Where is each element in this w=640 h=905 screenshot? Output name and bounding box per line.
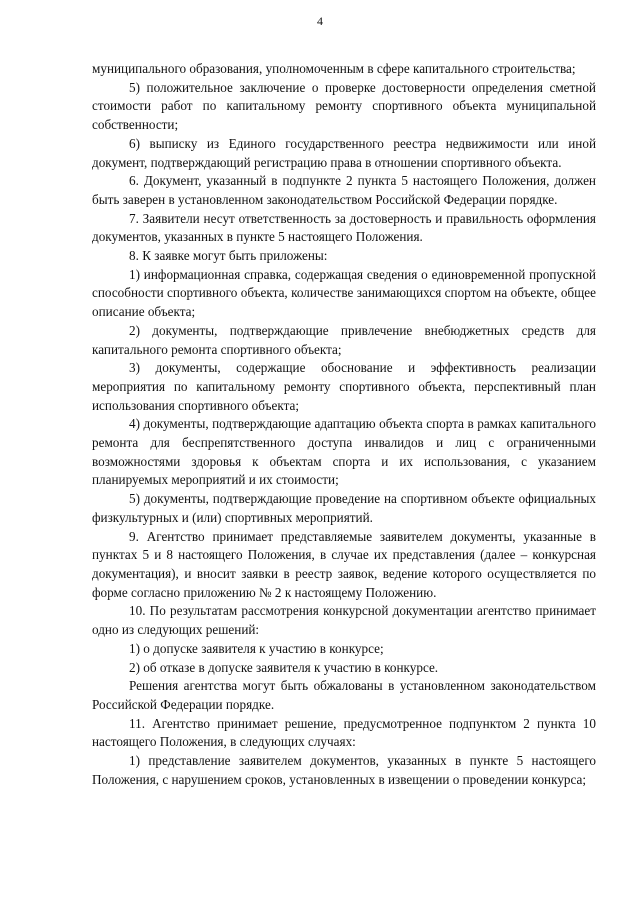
paragraph: 1) представление заявителем документов, указанных в пункте 5 настоящего Положения, с нарушением сроков, установленных в извещении о проведении конкурса; bbox=[92, 753, 596, 787]
paragraph: 10. По результатам рассмотрения конкурсной документации агентство принимает одно из следующих решений: bbox=[92, 603, 596, 638]
paragraph: 5) положительное заключение о проверке достоверности определения сметной стоимости работ по капитальному ремонту спортивного объекта муниципальной собственности; bbox=[92, 79, 596, 133]
paragraph: 11. Агентство принимает решение, предусмотренное подпунктом 2 пункта 10 настоящего Положения, в следующих случаях: bbox=[92, 715, 596, 750]
paragraph: 3) документы, содержащие обоснование и эффективность реализации мероприятия по капитальному ремонту спортивного объекта, перспективный план использования спортивного объекта; bbox=[92, 360, 596, 413]
paragraph: 9. Агентство принимает представляемые заявителем документы, указанные в пунктах 5 и 8 настоящего Положения, в случае их представления (далее – конкурсная документация), и вносит заявки в реестр заявок, ведение которого осуществляется по форме согласно приложению № 2 к настоящему Положению. bbox=[92, 528, 596, 600]
paragraph: 5) документы, подтверждающие проведение на спортивном объекте официальных физкультурных и (или) спортивных мероприятий. bbox=[92, 491, 596, 525]
paragraph: 8. К заявке могут быть приложены: bbox=[129, 248, 328, 264]
paragraph: 7. Заявители несут ответственность за достоверность и правильность оформления документов, указанных в пункте 5 настоящего Положения. bbox=[92, 210, 596, 245]
paragraph: 2) об отказе в допуске заявителя к участию в конкурсе. bbox=[129, 659, 439, 675]
paragraph: 1) информационная справка, содержащая сведения о единовременной пропускной способности спортивного объекта, количестве занимающихся спортом на объекте, общее описание объекта; bbox=[92, 266, 596, 320]
paragraph: муниципального образования, уполномоченным в сфере капитального строительства; bbox=[92, 61, 576, 76]
paragraph: 2) документы, подтверждающие привлечение внебюджетных средств для капитального ремонта спортивного объекта; bbox=[92, 322, 596, 357]
paragraph: 1) о допуске заявителя к участию в конкурсе; bbox=[129, 640, 384, 656]
paragraph: 6. Документ, указанный в подпункте 2 пункта 5 настоящего Положения, должен быть заверен в установленном законодательством Российской Федерации порядке. bbox=[92, 173, 596, 207]
paragraph: 6) выписку из Единого государственного реестра недвижимости или иной документ, подтверждающий регистрацию права в отношении спортивного объекта. bbox=[92, 135, 596, 170]
paragraph: 4) документы, подтверждающие адаптацию объекта спорта в рамках капитального ремонта для беспрепятственного доступа инвалидов и лиц с ограниченными возможностями здоровья к объектам спорта и их использования, с указанием планируемых мероприятий и их стоимости; bbox=[92, 416, 596, 488]
document-body bbox=[92, 60, 596, 789]
page-number: 4 bbox=[317, 14, 323, 28]
paragraph: Решения агентства могут быть обжалованы в установленном законодательством Российской Федерации порядке. bbox=[92, 678, 596, 712]
